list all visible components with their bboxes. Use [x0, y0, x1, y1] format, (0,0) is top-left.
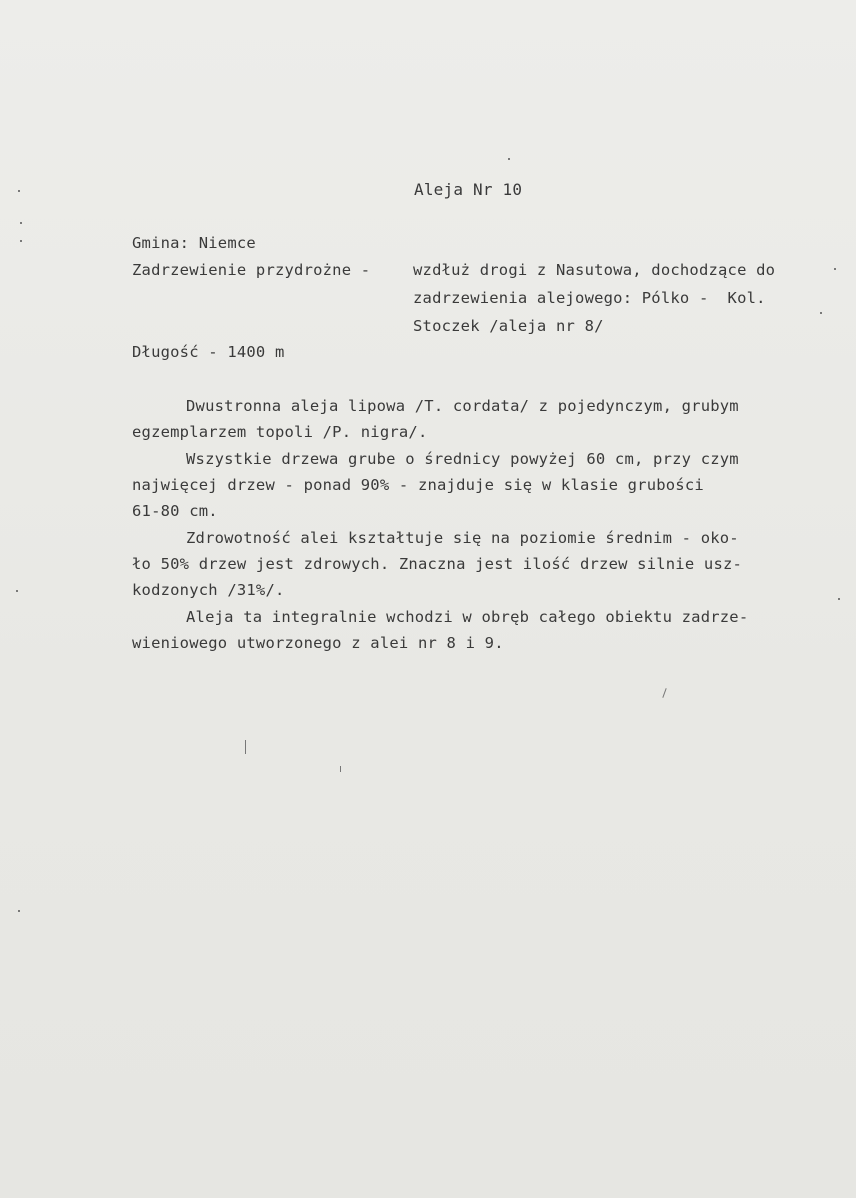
scan-mark	[245, 740, 246, 754]
scan-speck	[20, 240, 22, 242]
scan-speck	[18, 910, 20, 912]
scan-speck	[508, 158, 510, 160]
scan-speck	[820, 312, 822, 314]
body-line: Wszystkie drzewa grube o średnicy powyżej 60 cm, przy czym	[186, 450, 739, 468]
body-line: najwięcej drzew - ponad 90% - znajduje się w klasie grubości	[132, 476, 704, 494]
body-line: ło 50% drzew jest zdrowych. Znaczna jest ilość drzew silnie usz-	[132, 555, 743, 573]
scan-mark	[662, 688, 666, 698]
scan-speck	[20, 222, 22, 224]
body-line: 61-80 cm.	[132, 502, 218, 520]
body-line: Aleja ta integralnie wchodzi w obręb całego obiektu zadrze-	[186, 608, 749, 626]
scan-speck	[834, 268, 836, 270]
scan-speck	[18, 190, 20, 192]
zadrzewienie-line-2: zadrzewienia alejowego: Pólko - Kol.	[413, 289, 766, 307]
dlugosc-line: Długość - 1400 m	[132, 343, 285, 361]
scan-speck	[838, 598, 840, 600]
gmina-line: Gmina: Niemce	[132, 234, 256, 252]
body-line: wieniowego utworzonego z alei nr 8 i 9.	[132, 634, 504, 652]
scan-mark	[340, 766, 341, 772]
body-line: kodzonych /31%/.	[132, 581, 285, 599]
scan-speck	[16, 590, 18, 592]
body-line: Dwustronna aleja lipowa /T. cordata/ z pojedynczym, grubym	[186, 397, 739, 415]
zadrzewienie-line-1: wzdłuż drogi z Nasutowa, dochodzące do	[413, 261, 776, 279]
page-title: Aleja Nr 10	[414, 180, 523, 199]
zadrzewienie-line-3: Stoczek /aleja nr 8/	[413, 317, 604, 335]
body-line: egzemplarzem topoli /P. nigra/.	[132, 423, 428, 441]
body-line: Zdrowotność alei kształtuje się na poziomie średnim - oko-	[186, 529, 739, 547]
zadrzewienie-label: Zadrzewienie przydrożne -	[132, 261, 380, 279]
